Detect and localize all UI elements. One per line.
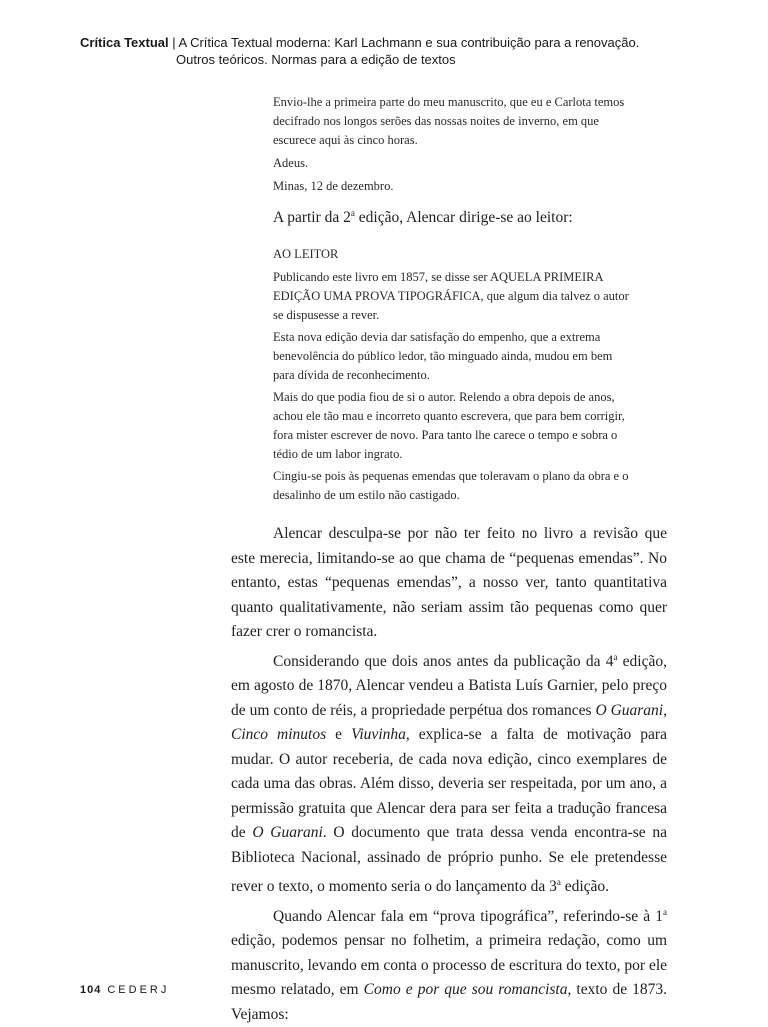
publisher-name: CEDERJ [107,984,170,996]
chapter-title-line1: A Crítica Textual moderna: Karl Lachmann e sua contribuição para a renovação. [178,35,640,50]
quote-paragraph: Publicando este livro em 1857, se disse ser AQUELA PRIMEIRA EDIÇÃO UMA PROVA TIPOGRÁFICA, que algum dia talvez o autor se dispusesse a rever. [273,270,629,322]
block-quote-preface [273,245,629,505]
quote-paragraph: Minas, 12 de dezembro. [273,179,394,193]
quote-heading: AO LEITOR [273,247,339,261]
header-separator: | [168,35,179,50]
page-number: 104 [80,984,102,996]
quote-paragraph: Esta nova edição devia dar satisfação do empenho, que a extrema benevolência do público ledor, tão minguado ainda, mudou em bem para dívida de reconhecimento. [273,330,613,382]
page-footer [80,984,169,996]
quote-paragraph: Envio-lhe a primeira parte do meu manuscrito, que eu e Carlota temos decifrado nos longos serões das nossas noites de inverno, em que escurece aqui às cinco horas. [273,95,625,147]
section-title: Crítica Textual [80,35,169,50]
lead-sentence: A partir da 2$^a$ edição, Alencar dirige-se ao leitor: [273,208,573,227]
body-paragraph-3: Quando Alencar fala em “prova tipográfica”, referindo-se à 1$^a$ edição, podemos pensar no folhetim, a primeira redação, como um manuscrito, levando em conta o processo de escritura do texto, por ele mesmo relatado, em Como e por que sou romancista, texto de 1873. Vejamos: [231,906,668,1023]
quote-paragraph: Adeus. [273,156,309,170]
quote-paragraph: Mais do que podia fiou de si o autor. Relendo a obra depois de anos, achou ele tão mau e incorreto quanto escrevera, que para bem corrigir, fora mister escrever de novo. Para tanto lhe carece o tempo e sobra o tédio de um labor ingrato. [273,390,625,461]
chapter-title-line2: Outros teóricos. Normas para a edição de textos [176,52,456,67]
body-paragraph-1: Alencar desculpa-se por não ter feito no livro a revisão que este merecia, limitando-se ao que chama de “pequenas emendas”. No entanto, estas “pequenas emendas”, a nosso ver, tanto quantitativa quanto qualitativamente, não seriam assim tão pequenas como quer fazer crer o romancista. [231,525,667,640]
body-paragraph-2: Considerando que dois anos antes da publicação da 4$^a$ edição, em agosto de 1870, Alencar vendeu a Batista Luís Garnier, pelo preço de um conto de réis, a propriedade perpétua dos romances O Guarani, Cinco minutos e Viuvinha, explica-se a falta de motivação para mudar. O autor receberia, de cada nova edição, cinco exemplares de cada uma das obras. Além disso, deveria ser respeitada, por um ano, a permissão gratuita que Alencar dera para ser feita a tradução francesa de O Guarani. O documento que trata dessa venda encontra-se na Biblioteca Nacional, assinado de próprio punho. Se ele pretendesse rever o texto, o momento seria o do lançamento da 3$^a$ edição. [231,651,667,896]
quote-paragraph: Cingiu-se pois às pequenas emendas que toleravam o plano da obra e o desalinho de um estilo não castigado. [273,469,629,502]
body-text [231,522,667,1027]
block-quote-letter [273,93,633,196]
running-header [80,34,700,68]
